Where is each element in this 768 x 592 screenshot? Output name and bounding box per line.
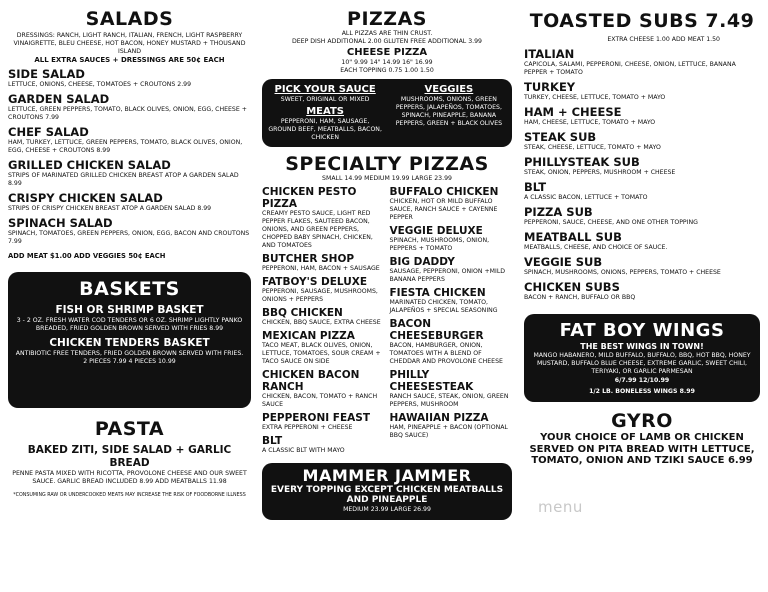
item-desc: CAPICOLA, SALAMI, PEPPERONI, CHEESE, ONION, LETTUCE, BANANA PEPPER + TOMATO (524, 61, 736, 76)
column-middle (262, 0, 512, 520)
menu-item (524, 206, 760, 227)
menu-item (390, 287, 513, 315)
item-desc: TACO MEAT, BLACK OLIVES, ONION, LETTUCE, TOMATOES, SOUR CREAM + TACO SAUCE ON SIDE (262, 342, 381, 365)
item-desc: TURKEY, CHEESE, LETTUCE, TOMATO + MAYO (524, 94, 666, 101)
item-desc: STRIPS OF CRISPY CHICKEN BREAST ATOP A GARDEN SALAD 8.99 (8, 205, 212, 212)
mammer-jammer-prices: MEDIUM 23.99 LARGE 26.99 (343, 506, 431, 513)
item-name: BLT (524, 180, 547, 194)
specialty-title: SPECIALTY PIZZAS (285, 153, 489, 175)
menu-item (390, 412, 513, 440)
item-name: SIDE SALAD (8, 67, 85, 81)
pasta-desc: PENNE PASTA MIXED WITH RICOTTA, PROVOLONE CHEESE AND OUR SWEET SAUCE. GARLIC BREAD INCLUDED 8.99 ADD MEATBALLS 11.98 (12, 470, 247, 485)
salad-list (8, 68, 251, 246)
item-name: SPINACH SALAD (8, 216, 113, 230)
item-desc: CHICKEN, BBQ SAUCE, EXTRA CHEESE (262, 319, 381, 326)
menu-item (262, 369, 385, 409)
wings-prices: 6/7.99 12/10.99 (614, 377, 670, 384)
item-desc: BACON + RANCH, BUFFALO OR BBQ (524, 294, 636, 301)
menu-item (524, 131, 760, 152)
item-name: MEATBALL SUB (524, 230, 622, 244)
item-name: VEGGIE SUB (524, 255, 603, 269)
menu-item (8, 192, 251, 213)
specialty-grid (262, 183, 512, 455)
menu-item (262, 276, 385, 304)
mammer-jammer-title: MAMMER JAMMER (302, 466, 472, 485)
item-name: BUTCHER SHOP (262, 253, 355, 265)
item-name: CHICKEN TENDERS BASKET (49, 337, 210, 349)
pasta-title: PASTA (94, 418, 165, 440)
item-name: FIESTA CHICKEN (389, 287, 486, 299)
item-desc: HAM, CHEESE, LETTUCE, TOMATO + MAYO (524, 119, 656, 126)
item-desc: MARINATED CHICKEN, TOMATO, JALAPEÑOS + SPECIAL SEASONING (389, 299, 498, 314)
item-name: CHICKEN BACON RANCH (262, 369, 360, 393)
menu-item (262, 435, 385, 455)
menu-item (8, 68, 251, 89)
baskets-box (8, 272, 251, 408)
item-desc: PEPPERONI, SAUCE, CHEESE, AND ONE OTHER TOPPING (524, 219, 698, 226)
menu-item (524, 256, 760, 277)
item-name: STEAK SUB (524, 130, 597, 144)
item-desc: MEATBALLS, CHEESE, AND CHOICE OF SAUCE. (524, 244, 668, 251)
menu-item (262, 186, 385, 250)
item-name: BBQ CHICKEN (262, 307, 343, 319)
menu-item (390, 186, 513, 222)
basket-list (14, 304, 245, 366)
sub-list (524, 48, 760, 302)
veggies-desc: MUSHROOMS, ONIONS, GREEN PEPPERS, JALAPEÑOS, TOMATOES, SPINACH, PINEAPPLE, BANANA PEPPERS, GREEN + BLACK OLIVES (395, 96, 503, 127)
meats-title: MEATS (306, 106, 344, 117)
menu-item (262, 330, 385, 366)
menu-item (8, 159, 251, 188)
item-desc: SPINACH, MUSHROOMS, ONIONS, PEPPERS, TOMATO + CHEESE (524, 269, 721, 276)
menu-item (524, 281, 760, 302)
item-desc: SPINACH, MUSHROOMS, ONION, PEPPERS + TOMATO (389, 237, 490, 252)
item-desc: STEAK, ONION, PEPPERS, MUSHROOM + CHEESE (524, 169, 676, 176)
menu-item (524, 156, 760, 177)
item-name: CHICKEN PESTO PIZZA (262, 186, 357, 210)
item-name: VEGGIE DELUXE (389, 225, 483, 237)
item-name: CHICKEN SUBS (524, 280, 620, 294)
gyro-desc: YOUR CHOICE OF LAMB OR CHICKEN SERVED ON PITA BREAD WITH LETTUCE, TOMATO, ONION AND TZIKI SAUCE 6.99 (529, 432, 755, 466)
topping-prices: EACH TOPPING 0.75 1.00 1.50 (340, 67, 434, 74)
item-desc: PEPPERONI, SAUSAGE, MUSHROOMS, ONIONS + PEPPERS (262, 288, 378, 303)
boneless-wings: 1/2 LB. BONELESS WINGS 8.99 (589, 388, 695, 395)
menu-item (390, 369, 513, 409)
salad-addons: ADD MEAT $1.00 ADD VEGGIES 50¢ EACH (8, 252, 166, 260)
subs-note: EXTRA CHEESE 1.00 ADD MEAT 1.50 (607, 36, 720, 43)
item-desc: A CLASSIC BACON, LETTUCE + TOMATO (524, 194, 648, 201)
pizza-note-crust: ALL PIZZAS ARE THIN CRUST. (341, 30, 433, 37)
item-desc: RANCH SAUCE, STEAK, ONION, GREEN PEPPERS, MUSHROOM (389, 393, 509, 408)
item-name: PHILLY CHEESESTEAK (389, 369, 474, 393)
menu-item (524, 81, 760, 102)
item-desc: SAUSAGE, PEPPERONI, ONION +MILD BANANA PEPPERS (389, 268, 506, 283)
wings-box (524, 314, 760, 402)
menu-item (390, 318, 513, 366)
item-name: FISH OR SHRIMP BASKET (55, 304, 204, 316)
item-name: GARDEN SALAD (8, 92, 110, 106)
item-desc: A CLASSIC BLT WITH MAYO (262, 447, 345, 454)
item-desc: CHICKEN, BACON, TOMATO + RANCH SAUCE (262, 393, 378, 408)
item-desc: HAM, TURKEY, LETTUCE, GREEN PEPPERS, TOMATO, BLACK OLIVES, ONION, EGG, CHEESE + CROUTONS 8.99 (8, 139, 243, 154)
veggies-panel (392, 84, 506, 142)
sauce-desc: SWEET, ORIGINAL OR MIXED (280, 96, 370, 103)
menu-item (262, 307, 385, 327)
menu-item (524, 231, 760, 252)
item-name: BACON CHEESEBURGER (389, 318, 484, 342)
menu-item (262, 412, 385, 432)
column-left (8, 0, 251, 500)
column-right (524, 0, 760, 467)
watermark: menu (538, 498, 583, 516)
baskets-title: BASKETS (79, 278, 180, 300)
salads-title: SALADS (85, 8, 174, 30)
cheese-pizza-prices: 10" 9.99 14" 14.99 16" 16.99 (341, 59, 433, 66)
wings-flavors: MANGO HABANERO, MILD BUFFALO, BUFFALO, BBQ, HOT BBQ, HONEY MUSTARD, BUFFALO BLUE CHEESE, EXTREME GARLIC, SWEET CHILI, TERIYAKI, OR GARLIC PARMESAN (533, 352, 751, 375)
item-desc: LETTUCE, ONIONS, CHEESE, TOMATOES + CROUTONS 2.99 (8, 81, 192, 88)
veggies-title: VEGGIES (424, 84, 474, 95)
menu-item (14, 337, 245, 366)
cheese-pizza-title: CHEESE PIZZA (346, 47, 428, 58)
pasta-item: BAKED ZITI, SIDE SALAD + GARLIC BREAD (27, 444, 232, 469)
item-name: HAM + CHEESE (524, 105, 622, 119)
menu-item (524, 181, 760, 202)
menu-item (524, 48, 760, 77)
item-desc: HAM, PINEAPPLE + BACON (OPTIONAL BBQ SAUCE) (389, 424, 508, 439)
menu-item (524, 106, 760, 127)
item-name: CRISPY CHICKEN SALAD (8, 191, 163, 205)
menu-item (262, 253, 385, 273)
item-name: ITALIAN (524, 47, 575, 61)
specialty-right-list (390, 183, 513, 455)
item-name: CHEF SALAD (8, 125, 89, 139)
wings-tagline: THE BEST WINGS IN TOWN! (580, 342, 704, 351)
pizza-note-additional: DEEP DISH ADDITIONAL 2.00 GLUTEN FREE ADDITIONAL 3.99 (291, 38, 482, 45)
item-name: PEPPERONI FEAST (262, 412, 370, 424)
specialty-left-list (262, 183, 385, 455)
sauce-title: PICK YOUR SAUCE (274, 84, 376, 95)
item-desc: STEAK, CHEESE, LETTUCE, TOMATO + MAYO (524, 144, 661, 151)
mammer-jammer-desc: EVERY TOPPING EXCEPT CHICKEN MEATBALLS AND PINEAPPLE (270, 485, 504, 505)
menu-item (390, 256, 513, 284)
item-name: MEXICAN PIZZA (262, 330, 355, 342)
extra-sauce-note: ALL EXTRA SAUCES + DRESSINGS ARE 50¢ EACH (34, 56, 225, 64)
item-name: FATBOY'S DELUXE (262, 276, 368, 288)
sauce-veggies-box (262, 79, 512, 147)
item-desc: BACON, HAMBURGER, ONION, TOMATOES WITH A BLEND OF CHEDDAR AND PROVOLONE CHEESE (389, 342, 503, 365)
sauce-meats-panel (268, 84, 382, 142)
menu-item (8, 126, 251, 155)
item-desc: CREAMY PESTO SAUCE, LIGHT RED PEPPER FLAKES, SAUTEED BACON, ONIONS, AND GREEN PEPPERS, CHOPPED BABY SPINACH, CHICKEN, AND TOMATOES (262, 210, 373, 249)
item-desc: STRIPS OF MARINATED GRILLED CHICKEN BREAST ATOP A GARDEN SALAD 8.99 (8, 172, 239, 187)
item-desc: LETTUCE, GREEN PEPPERS, TOMATO, BLACK OLIVES, ONION, EGG, CHEESE + CROUTONS 7.99 (8, 106, 247, 121)
subs-title: TOASTED SUBS 7.49 (529, 10, 755, 32)
item-name: PHILLYSTEAK SUB (524, 155, 640, 169)
item-desc: CHICKEN, HOT OR MILD BUFFALO SAUCE, RANCH SAUCE + CAYENNE PEPPER (389, 198, 498, 221)
pasta-disclaimer: *CONSUMING RAW OR UNDERCOOKED MEATS MAY INCREASE THE RISK OF FOODBORNE ILLNESS (13, 493, 246, 498)
wings-title: FAT BOY WINGS (559, 320, 725, 341)
item-desc: ANTIBIOTIC FREE TENDERS, FRIED GOLDEN BROWN SERVED WITH FRIES. 2 PIECES 7.99 4 PIECES 10.99 (15, 350, 244, 365)
item-name: BLT (262, 435, 283, 447)
item-name: HAWAIIAN PIZZA (389, 412, 489, 424)
gyro-title: GYRO (611, 410, 673, 432)
item-desc: 3 - 2 OZ. FRESH WATER COD TENDERS OR 6 OZ. SHRIMP LIGHTLY PANKO BREADED, FRIED GOLDEN BROWN SERVED WITH FRIES 8.99 (16, 317, 243, 332)
menu-item (14, 304, 245, 333)
item-name: BIG DADDY (389, 256, 455, 268)
item-desc: PEPPERONI, HAM, BACON + SAUSAGE (262, 265, 380, 272)
item-name: PIZZA SUB (524, 205, 593, 219)
item-desc: SPINACH, TOMATOES, GREEN PEPPERS, ONION, EGG, BACON AND CROUTONS 7.99 (8, 230, 250, 245)
item-name: TURKEY (524, 80, 576, 94)
item-name: GRILLED CHICKEN SALAD (8, 158, 171, 172)
meats-desc: PEPPERONI, HAM, SAUSAGE, GROUND BEEF, MEATBALLS, BACON, CHICKEN (268, 118, 382, 141)
menu-item (8, 93, 251, 122)
menu-item (8, 217, 251, 246)
item-desc: EXTRA PEPPERONI + CHEESE (262, 424, 353, 431)
dressing-note: DRESSINGS: RANCH, LIGHT RANCH, ITALIAN, FRENCH, LIGHT RASPBERRY VINAIGRETTE, BLEU CHEESE, HOT BACON, HONEY MUSTARD + THOUSAND ISLAND (13, 32, 246, 55)
item-name: BUFFALO CHICKEN (389, 186, 499, 198)
menu-item (390, 225, 513, 253)
specialty-sizes: SMALL 14.99 MEDIUM 19.99 LARGE 23.99 (322, 175, 452, 182)
pizzas-title: PIZZAS (347, 8, 427, 30)
mammer-jammer-box (262, 463, 512, 520)
